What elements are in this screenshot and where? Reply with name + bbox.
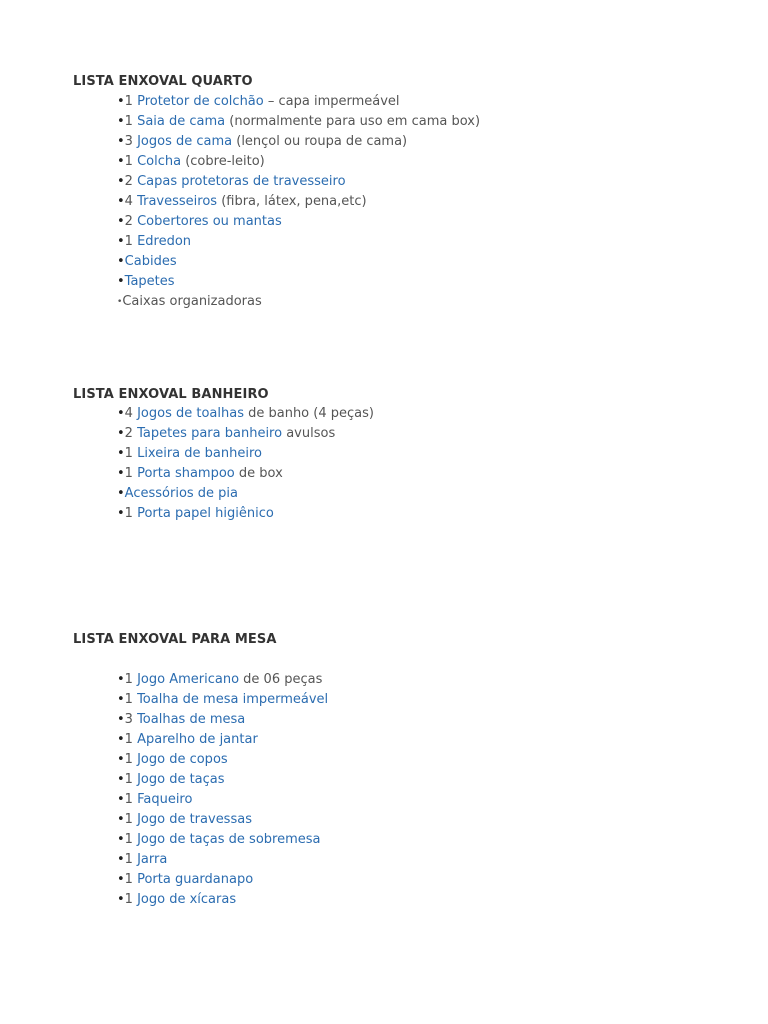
list-item: •1 Porta guardanapo	[117, 872, 254, 887]
list-item: •4 Travesseiros (fibra, látex, pena,etc)	[117, 194, 367, 209]
item-link[interactable]: Tapetes para banheiro	[137, 426, 283, 441]
item-link[interactable]: Edredon	[137, 234, 192, 249]
item-link[interactable]: Jogo de taças de sobremesa	[137, 832, 321, 847]
item-link[interactable]: Porta shampoo	[137, 466, 235, 481]
heading-mesa: LISTA ENXOVAL PARA MESA	[73, 632, 277, 647]
item-link[interactable]: Travesseiros	[137, 194, 218, 209]
list-item: •1 Jogo de travessas	[117, 812, 252, 827]
list-item: •1 Jogo de xícaras	[117, 892, 237, 907]
list-item: •2 Tapetes para banheiro avulsos	[117, 426, 336, 441]
list-item: •1 Saia de cama (normalmente para uso em cama box)	[117, 114, 481, 129]
heading-quarto: LISTA ENXOVAL QUARTO	[73, 74, 253, 89]
item-link[interactable]: Acessórios de pia	[124, 486, 239, 501]
item-link[interactable]: Capas protetoras de travesseiro	[137, 174, 346, 189]
list-item: •1 Lixeira de banheiro	[117, 446, 262, 461]
item-link[interactable]: Toalhas de mesa	[137, 712, 246, 727]
list-item: •1 Jarra	[117, 852, 168, 867]
item-link[interactable]: Jogo de travessas	[137, 812, 252, 827]
item-link[interactable]: Colcha	[137, 154, 182, 169]
item-link[interactable]: Jarra	[137, 852, 168, 867]
item-link[interactable]: Protetor de colchão	[137, 94, 264, 109]
list-item: •1 Edredon	[117, 234, 192, 249]
list-item: •3 Toalhas de mesa	[117, 712, 246, 727]
list-item: •1 Toalha de mesa impermeável	[117, 692, 329, 707]
item-link[interactable]: Aparelho de jantar	[137, 732, 258, 747]
item-link[interactable]: Jogo Americano	[137, 672, 240, 687]
list-item: •1 Aparelho de jantar	[117, 732, 258, 747]
list-item: •2 Cobertores ou mantas	[117, 214, 282, 229]
item-link[interactable]: Toalha de mesa impermeável	[137, 692, 329, 707]
item-link[interactable]: Jogo de xícaras	[137, 892, 237, 907]
item-link[interactable]: Lixeira de banheiro	[137, 446, 262, 461]
item-link[interactable]: Cabides	[124, 254, 177, 269]
list-item: •1 Jogo de copos	[117, 752, 228, 767]
item-link[interactable]: Tapetes	[124, 274, 175, 289]
item-link[interactable]: Jogo de taças	[137, 772, 225, 787]
list-item: •1 Jogo de taças	[117, 772, 225, 787]
item-link[interactable]: Porta guardanapo	[137, 872, 254, 887]
item-link[interactable]: Saia de cama	[137, 114, 226, 129]
list-item: •1 Protetor de colchão – capa impermeável	[117, 94, 400, 109]
list-item: •Caixas organizadoras	[117, 294, 262, 309]
list-item: •Tapetes	[117, 274, 175, 289]
item-link[interactable]: Cobertores ou mantas	[137, 214, 282, 229]
list-item: •2 Capas protetoras de travesseiro	[117, 174, 346, 189]
list-item: •Cabides	[117, 254, 177, 269]
list-item: •3 Jogos de cama (lençol ou roupa de cama)	[117, 134, 408, 149]
list-item: •Acessórios de pia	[117, 486, 239, 501]
list-mesa	[117, 670, 328, 910]
list-item: •1 Jogo de taças de sobremesa	[117, 832, 321, 847]
item-link[interactable]: Porta papel higiênico	[137, 506, 274, 521]
item-link[interactable]: Jogos de toalhas	[137, 406, 244, 421]
list-item: •1 Porta shampoo de box	[117, 466, 283, 481]
list-quarto	[117, 92, 480, 312]
list-item: •1 Porta papel higiênico	[117, 506, 274, 521]
list-item: •1 Colcha (cobre-leito)	[117, 154, 265, 169]
item-text: Caixas organizadoras	[122, 294, 262, 309]
list-item: •1 Faqueiro	[117, 792, 193, 807]
list-item: •1 Jogo Americano de 06 peças	[117, 672, 323, 687]
heading-banheiro: LISTA ENXOVAL BANHEIRO	[73, 387, 269, 402]
item-link[interactable]: Jogos de cama	[137, 134, 233, 149]
item-link[interactable]: Jogo de copos	[137, 752, 228, 767]
item-link[interactable]: Faqueiro	[137, 792, 193, 807]
list-item: •4 Jogos de toalhas de banho (4 peças)	[117, 406, 374, 421]
list-banheiro	[117, 404, 374, 524]
